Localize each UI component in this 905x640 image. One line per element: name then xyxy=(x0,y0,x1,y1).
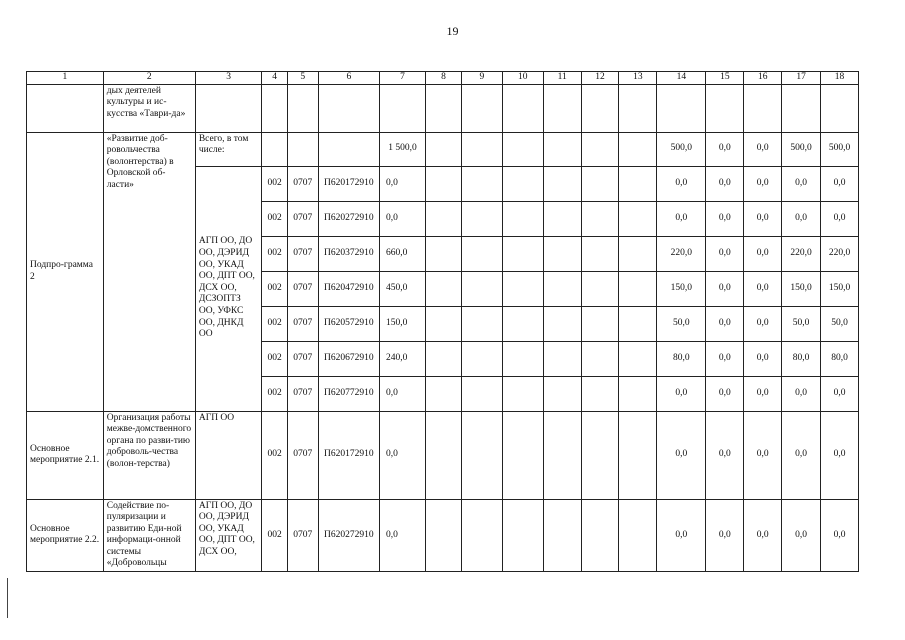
cell-c15: 0,0 xyxy=(706,341,744,376)
cell-empty xyxy=(426,499,462,571)
cell-c16: 0,0 xyxy=(744,376,782,411)
cell-empty xyxy=(426,166,462,201)
column-number: 15 xyxy=(706,72,744,85)
cell-empty xyxy=(461,499,502,571)
cell-activity-label: Основное мероприятие 2.2. xyxy=(27,499,104,571)
cell-c5: 0707 xyxy=(287,201,318,236)
cell-c17: 0,0 xyxy=(782,411,821,499)
column-number: 8 xyxy=(426,72,462,85)
table-row xyxy=(27,84,859,132)
cell-c16: 0,0 xyxy=(744,411,782,499)
table-row-m21 xyxy=(27,411,859,499)
column-number: 7 xyxy=(380,72,426,85)
cell-empty xyxy=(543,236,581,271)
column-number: 14 xyxy=(657,72,706,85)
cell-c7: 660,0 xyxy=(380,236,426,271)
cell-c7: 0,0 xyxy=(380,376,426,411)
cell-empty xyxy=(502,341,543,376)
column-number: 6 xyxy=(318,72,379,85)
cell-c5: 0707 xyxy=(287,499,318,571)
cell-c16: 0,0 xyxy=(744,499,782,571)
cell-c18: 0,0 xyxy=(821,376,859,411)
cell-empty xyxy=(502,201,543,236)
cell-c6: П620472910 xyxy=(318,271,379,306)
cell-c18: 0,0 xyxy=(821,411,859,499)
cell-c5: 0707 xyxy=(287,166,318,201)
cell-empty xyxy=(461,271,502,306)
cell-c17: 0,0 xyxy=(782,499,821,571)
cell-continued-name: дых деятелей культуры и ис-кусства «Таври-да» xyxy=(103,84,195,132)
cell-empty xyxy=(502,166,543,201)
cell-c17: 50,0 xyxy=(782,306,821,341)
cell-c4: 002 xyxy=(262,236,288,271)
cell-c5: 0707 xyxy=(287,376,318,411)
cell-c14: 0,0 xyxy=(657,411,706,499)
cell-c5: 0707 xyxy=(287,306,318,341)
cell-total-label: Всего, в том числе: xyxy=(195,132,262,166)
cell-c15: 0,0 xyxy=(706,271,744,306)
cell-empty xyxy=(426,236,462,271)
cell-empty xyxy=(619,376,657,411)
table-row xyxy=(27,132,859,166)
cell-c5: 0707 xyxy=(287,236,318,271)
cell-c18: 50,0 xyxy=(821,306,859,341)
column-number: 16 xyxy=(744,72,782,85)
cell-c15: 0,0 xyxy=(706,236,744,271)
cell-c18: 0,0 xyxy=(821,166,859,201)
cell-c5: 0707 xyxy=(287,271,318,306)
cell-empty xyxy=(543,306,581,341)
column-number: 2 xyxy=(103,72,195,85)
cell-activity-executor: АГП ОО, ДО ОО, ДЭРИД ОО, УКАД ОО, ДПТ ОО, ДСХ ОО, xyxy=(195,499,262,571)
cell-empty xyxy=(543,411,581,499)
cell-c4: 002 xyxy=(262,341,288,376)
cell-c4: 002 xyxy=(262,499,288,571)
cell-empty xyxy=(461,306,502,341)
cell-empty xyxy=(426,271,462,306)
cell-total-c14: 500,0 xyxy=(657,132,706,166)
column-number: 11 xyxy=(543,72,581,85)
cell-c6: П620272910 xyxy=(318,499,379,571)
cell-empty xyxy=(619,271,657,306)
cell-executors: АГП ОО, ДО ОО, ДЭРИД ОО, УКАД ОО, ДПТ ОО, ДСХ ОО, ДСЗОПТЗ ОО, УФКС ОО, ДНКД ОО xyxy=(195,166,262,411)
cell-c15: 0,0 xyxy=(706,201,744,236)
cell-activity-name: Содействие по-пуляризации и развитию Еди-ной информаци-онной системы «Добровольцы xyxy=(103,499,195,571)
cell-c16: 0,0 xyxy=(744,236,782,271)
cell-activity-executor: АГП ОО xyxy=(195,411,262,499)
cell-c17: 0,0 xyxy=(782,201,821,236)
cell-empty xyxy=(581,201,619,236)
table-row-m22 xyxy=(27,499,859,571)
cell-c6: П620272910 xyxy=(318,201,379,236)
cell-total-c16: 0,0 xyxy=(744,132,782,166)
cell-empty xyxy=(619,306,657,341)
cell-empty xyxy=(619,201,657,236)
cell-c7: 450,0 xyxy=(380,271,426,306)
cell-c17: 150,0 xyxy=(782,271,821,306)
cell-empty xyxy=(461,236,502,271)
cell-c4: 002 xyxy=(262,376,288,411)
cell-c6: П620572910 xyxy=(318,306,379,341)
cell-c7: 0,0 xyxy=(380,201,426,236)
page-number: 19 xyxy=(446,24,459,38)
cell-c18: 0,0 xyxy=(821,201,859,236)
cell-empty xyxy=(619,166,657,201)
column-number: 12 xyxy=(581,72,619,85)
cell-c4: 002 xyxy=(262,166,288,201)
cell-empty xyxy=(426,376,462,411)
cell-c6: П620672910 xyxy=(318,341,379,376)
cell-c7: 150,0 xyxy=(380,306,426,341)
cell-c14: 0,0 xyxy=(657,376,706,411)
cell-c14: 150,0 xyxy=(657,271,706,306)
cell-empty xyxy=(426,306,462,341)
cell-c4: 002 xyxy=(262,306,288,341)
cell-c16: 0,0 xyxy=(744,341,782,376)
cell-c15: 0,0 xyxy=(706,499,744,571)
margin-mark xyxy=(7,578,8,618)
cell-empty xyxy=(581,236,619,271)
cell-c18: 150,0 xyxy=(821,271,859,306)
column-number: 9 xyxy=(461,72,502,85)
cell-empty xyxy=(543,376,581,411)
cell-subprogram-label: Подпро-грамма 2 xyxy=(27,132,104,411)
cell-empty xyxy=(426,201,462,236)
cell-c14: 220,0 xyxy=(657,236,706,271)
cell-c14: 50,0 xyxy=(657,306,706,341)
cell-empty xyxy=(543,166,581,201)
column-number: 18 xyxy=(821,72,859,85)
cell-empty xyxy=(619,411,657,499)
cell-empty xyxy=(502,236,543,271)
cell-total-c17: 500,0 xyxy=(782,132,821,166)
cell-empty xyxy=(502,376,543,411)
cell-empty xyxy=(543,499,581,571)
cell-empty xyxy=(426,411,462,499)
cell-empty xyxy=(581,499,619,571)
column-number: 17 xyxy=(782,72,821,85)
cell-empty xyxy=(502,271,543,306)
column-number: 13 xyxy=(619,72,657,85)
cell-c7: 240,0 xyxy=(380,341,426,376)
cell-c18: 220,0 xyxy=(821,236,859,271)
cell-c16: 0,0 xyxy=(744,166,782,201)
cell-c7: 0,0 xyxy=(380,411,426,499)
cell-c16: 0,0 xyxy=(744,201,782,236)
cell-c16: 0,0 xyxy=(744,271,782,306)
column-number: 1 xyxy=(27,72,104,85)
cell-activity-label: Основное мероприятие 2.1. xyxy=(27,411,104,499)
cell-c17: 0,0 xyxy=(782,166,821,201)
cell-c5: 0707 xyxy=(287,341,318,376)
cell-c4: 002 xyxy=(262,411,288,499)
cell-empty xyxy=(619,341,657,376)
cell-c18: 0,0 xyxy=(821,499,859,571)
cell-empty xyxy=(581,341,619,376)
cell-empty xyxy=(461,341,502,376)
cell-total-c15: 0,0 xyxy=(706,132,744,166)
cell-activity-name: Организация работы межве-домственного органа по разви-тию доброволь-чества (волон-терства) xyxy=(103,411,195,499)
cell-c15: 0,0 xyxy=(706,411,744,499)
cell-empty xyxy=(461,201,502,236)
cell-c5: 0707 xyxy=(287,411,318,499)
cell-c7: 0,0 xyxy=(380,499,426,571)
cell-empty xyxy=(543,341,581,376)
cell-c6: П620172910 xyxy=(318,166,379,201)
cell-c14: 80,0 xyxy=(657,341,706,376)
cell-empty xyxy=(502,499,543,571)
cell-empty xyxy=(502,411,543,499)
cell-c14: 0,0 xyxy=(657,166,706,201)
column-number: 5 xyxy=(287,72,318,85)
cell-empty xyxy=(581,411,619,499)
cell-c6: П620772910 xyxy=(318,376,379,411)
cell-subprogram-name: «Развитие доб-ровольчества (волонтерства) в Орловской об-ласти» xyxy=(103,132,195,411)
column-number: 3 xyxy=(195,72,262,85)
cell-c18: 80,0 xyxy=(821,341,859,376)
cell-empty xyxy=(619,236,657,271)
cell-empty xyxy=(543,201,581,236)
cell-c16: 0,0 xyxy=(744,306,782,341)
cell-empty xyxy=(581,306,619,341)
cell-empty xyxy=(619,499,657,571)
cell-empty xyxy=(461,411,502,499)
cell-empty xyxy=(461,376,502,411)
cell-empty xyxy=(543,271,581,306)
cell-c15: 0,0 xyxy=(706,376,744,411)
column-number: 4 xyxy=(262,72,288,85)
cell-c15: 0,0 xyxy=(706,306,744,341)
cell-empty xyxy=(581,166,619,201)
cell-c6: П620172910 xyxy=(318,411,379,499)
cell-empty xyxy=(426,341,462,376)
cell-total-c7: 1 500,0 xyxy=(380,132,426,166)
cell-c15: 0,0 xyxy=(706,166,744,201)
cell-empty xyxy=(581,376,619,411)
cell-c14: 0,0 xyxy=(657,499,706,571)
column-number-row xyxy=(27,72,859,85)
cell-c14: 0,0 xyxy=(657,201,706,236)
cell-c17: 0,0 xyxy=(782,376,821,411)
cell-c4: 002 xyxy=(262,271,288,306)
cell-total-c18: 500,0 xyxy=(821,132,859,166)
column-number: 10 xyxy=(502,72,543,85)
cell-empty xyxy=(581,271,619,306)
budget-table xyxy=(26,71,859,572)
cell-c4: 002 xyxy=(262,201,288,236)
cell-c7: 0,0 xyxy=(380,166,426,201)
cell-c17: 80,0 xyxy=(782,341,821,376)
cell-c6: П620372910 xyxy=(318,236,379,271)
cell-empty xyxy=(461,166,502,201)
cell-c17: 220,0 xyxy=(782,236,821,271)
cell-empty xyxy=(502,306,543,341)
